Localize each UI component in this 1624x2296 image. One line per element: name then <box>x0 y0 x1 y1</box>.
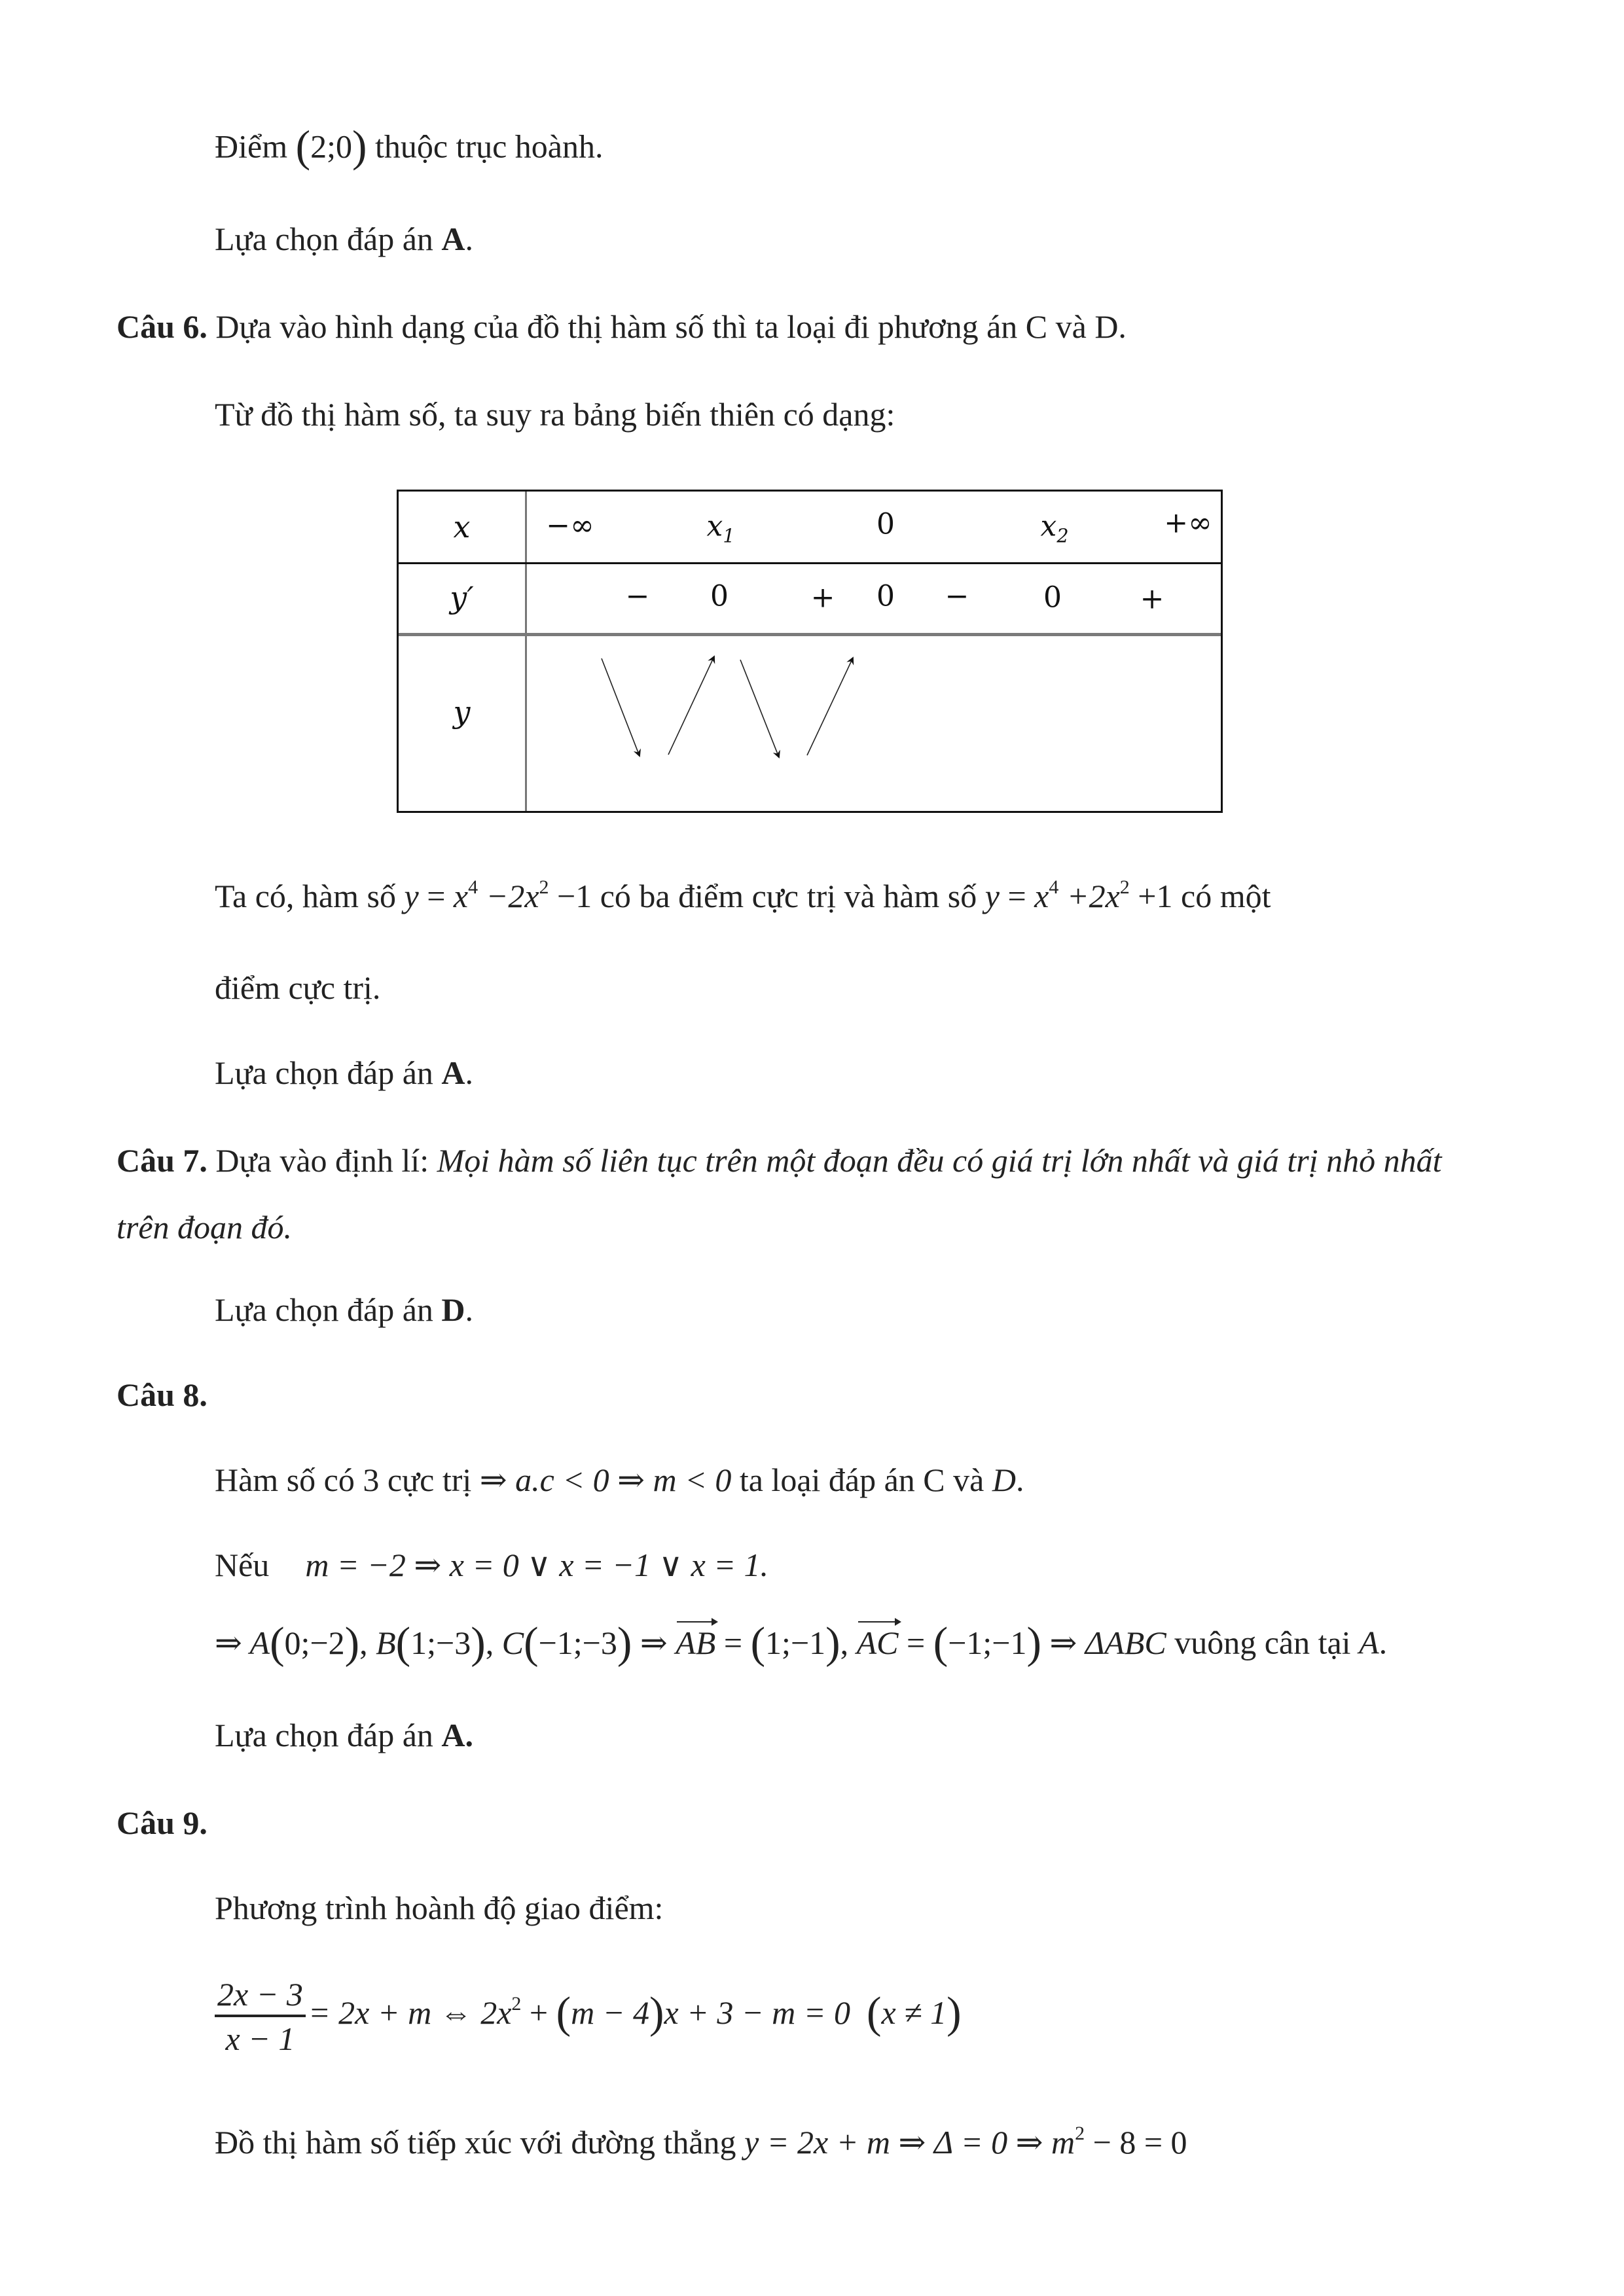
close-paren: ) <box>352 122 367 171</box>
answer-suffix: . <box>465 221 474 257</box>
cau9-equation <box>215 1978 962 2055</box>
answer-letter: A. <box>441 1717 474 1753</box>
cau7-intro <box>117 1144 1442 1177</box>
func1-x: x <box>453 878 469 914</box>
arrow-down-icon <box>740 660 779 757</box>
line2-prefix: Nếu <box>215 1547 270 1583</box>
fraction-denominator: x − 1 <box>225 2020 295 2057</box>
cau6-table-intro: Từ đồ thị hàm số, ta suy ra bảng biến thiên có dạng: <box>215 396 895 433</box>
line1-math: ⇒ a.c < 0 ⇒ m < 0 <box>479 1462 732 1498</box>
period: . <box>1379 1624 1388 1661</box>
tangent-exp: 2 <box>1075 2123 1085 2144</box>
point-b-coord: 1;−3 <box>410 1624 471 1661</box>
x2-sub: 2 <box>1056 524 1069 547</box>
variation-arrows <box>527 636 1221 813</box>
period: . <box>1015 1462 1024 1498</box>
func1-formula: $y = x^4 -2x^2 -1$ <box>404 876 592 914</box>
yprime-sign-5: 0 <box>1043 581 1062 615</box>
vector-ac: AC <box>856 1624 899 1661</box>
func1-exp2: 2 <box>539 876 549 898</box>
answer-prefix: Lựa chọn đáp án <box>215 1291 433 1328</box>
x-pos-inf: +∞ <box>1164 506 1212 540</box>
yprime-sign-1: 0 <box>710 579 729 613</box>
row-header-yprime: y′ <box>450 580 474 615</box>
cau9-tangent-line <box>215 2123 1187 2161</box>
point-value: 2;0 <box>310 128 352 165</box>
eq-part-c: x + 3 − m = 0 <box>664 1994 850 2032</box>
func2-x: x <box>1034 878 1049 914</box>
arrow-up-icon <box>668 656 714 755</box>
and-text: và <box>953 1462 984 1498</box>
func2-exp2: 2 <box>1119 876 1130 898</box>
cau7-theorem-line2: trên đoạn đó. <box>117 1209 293 1246</box>
option-d: D <box>992 1462 1016 1498</box>
vector-ab-value: 1;−1 <box>765 1624 826 1661</box>
point-c: C <box>501 1624 524 1661</box>
yprime-sign-6: + <box>1140 582 1164 616</box>
arrow-up-icon <box>807 658 853 755</box>
func2-const: +1 <box>1138 878 1173 914</box>
x-x1: $x_1$ <box>706 509 735 547</box>
equation-rest: = 2x + m ⇔ $2x^2 + (m - 4)x + 3 - m = 0$ (x ≠ 1) <box>308 1988 962 2037</box>
row-header-y: y <box>453 694 471 730</box>
func2-lhs: y <box>984 878 1000 914</box>
conclusion-text: vuông cân tại <box>1174 1624 1351 1661</box>
func2-2x: +2x <box>1066 878 1120 914</box>
func1-exp4: 4 <box>468 876 478 898</box>
tangent-math <box>744 2124 1187 2161</box>
cau8-line3 <box>215 1618 1388 1667</box>
triangle-abc: ΔABC <box>1085 1624 1166 1661</box>
vector-ac-value: −1;−1 <box>948 1624 1027 1661</box>
answer-letter: D <box>441 1291 465 1328</box>
table-row-y <box>399 636 1221 811</box>
cau5-point-line <box>215 124 603 169</box>
func1-lhs: y <box>404 878 419 914</box>
point-text: Điểm <box>215 128 288 165</box>
eq-plus: + <box>529 1994 549 2032</box>
point-b: B <box>376 1624 396 1661</box>
variation-table <box>397 490 1223 813</box>
answer-prefix: Lựa chọn đáp án <box>215 1054 433 1091</box>
answer-letter: A <box>441 1054 465 1091</box>
func1-const: −1 <box>557 878 592 914</box>
eq-condition: x ≠ 1 <box>881 1994 947 2032</box>
line1-prefix: Hàm số có 3 cực trị <box>215 1462 472 1498</box>
cau8-line2 <box>215 1549 768 1581</box>
eq-part-a: = 2x + m ⇔ 2x <box>308 1994 512 2032</box>
line2-math: m = −2 ⇒ x = 0 ∨ x = −1 ∨ x = 1. <box>305 1547 769 1583</box>
point-text-after: thuộc trục hoành. <box>374 128 604 165</box>
point-a: A <box>249 1624 270 1661</box>
open-paren: ( <box>295 122 311 171</box>
cau6-answer <box>215 1056 473 1089</box>
fraction <box>215 1978 306 2055</box>
implies: ⇒ <box>215 1624 242 1661</box>
tangent-math-a: y = 2x + m ⇒ Δ = 0 ⇒ m <box>744 2124 1075 2161</box>
cau9-label: Câu 9. <box>117 1804 208 1841</box>
theorem-text: Mọi hàm số liên tục trên một đoạn đều có giá trị lớn nhất và giá trị nhỏ nhất <box>437 1142 1442 1179</box>
answer-prefix: Lựa chọn đáp án <box>215 1717 433 1753</box>
cau5-answer <box>215 223 473 255</box>
x1-sub: 1 <box>723 524 735 547</box>
point-a-coord: 0;−2 <box>284 1624 345 1661</box>
yprime-sign-0: − <box>625 579 650 613</box>
x-zero: 0 <box>876 507 895 541</box>
explain-mid: có ba điểm cực trị và hàm số <box>600 878 977 914</box>
cau8-answer <box>215 1719 473 1751</box>
explain-end: có một <box>1181 878 1271 914</box>
answer-suffix: . <box>465 1291 474 1328</box>
cau9-intro: Phương trình hoành độ giao điểm: <box>215 1890 664 1926</box>
option-c: C <box>923 1462 945 1498</box>
cau8-label: Câu 8. <box>117 1376 208 1413</box>
yprime-sign-3: 0 <box>876 579 895 613</box>
x-x2: $x_2$ <box>1040 509 1069 547</box>
question-label: Câu 7. <box>117 1142 208 1179</box>
line1-suffix: ta loại đáp án <box>739 1462 915 1498</box>
yprime-sign-2: + <box>810 581 835 615</box>
fraction-numerator: 2x − 3 <box>215 1978 306 2017</box>
cau6-intro <box>117 310 1127 343</box>
func1-2x: −2x <box>486 878 539 914</box>
func2-formula: $y = x^4 +2x^2 +1$ <box>984 876 1173 914</box>
cau8-line1 <box>215 1463 1024 1496</box>
question-label: Câu 6. <box>117 308 208 345</box>
answer-prefix: Lựa chọn đáp án <box>215 221 433 257</box>
cau7-answer <box>215 1293 473 1326</box>
row-header-x: x <box>453 509 471 545</box>
table-row-x <box>399 492 1221 564</box>
eq-paren-content: m − 4 <box>571 1994 649 2032</box>
func2-exp4: 4 <box>1049 876 1059 898</box>
explain-prefix: Ta có, hàm số <box>215 878 396 914</box>
x-neg-inf: −∞ <box>546 509 594 543</box>
point-c-coord: −1;−3 <box>538 1624 617 1661</box>
cau6-explain-line2: điểm cực trị. <box>215 969 381 1006</box>
question-intro: Dựa vào hình dạng của đồ thị hàm số thì ta loại đi phương án C và D. <box>215 308 1127 345</box>
vector-ab: AB <box>676 1624 716 1661</box>
cau6-explain-line1 <box>215 876 1271 914</box>
question-intro: Dựa vào định lí: <box>215 1142 429 1179</box>
yprime-sign-4: − <box>945 579 969 613</box>
tangent-prefix: Đồ thị hàm số tiếp xúc với đường thẳng <box>215 2124 736 2161</box>
arrow-down-icon <box>602 658 640 756</box>
answer-suffix: . <box>465 1054 474 1091</box>
eq-exp: 2 <box>511 1993 522 2015</box>
answer-letter: A <box>441 221 465 257</box>
points-math: ⇒ A(0;−2), B(1;−3), C(−1;−3) ⇒ AB = (1;−1), AC = (−1;−1) ⇒ ΔABC <box>215 1618 1166 1667</box>
tangent-math-b: − 8 = 0 <box>1092 2124 1187 2161</box>
table-row-yprime <box>399 562 1221 636</box>
vertex-a: A <box>1359 1624 1379 1661</box>
